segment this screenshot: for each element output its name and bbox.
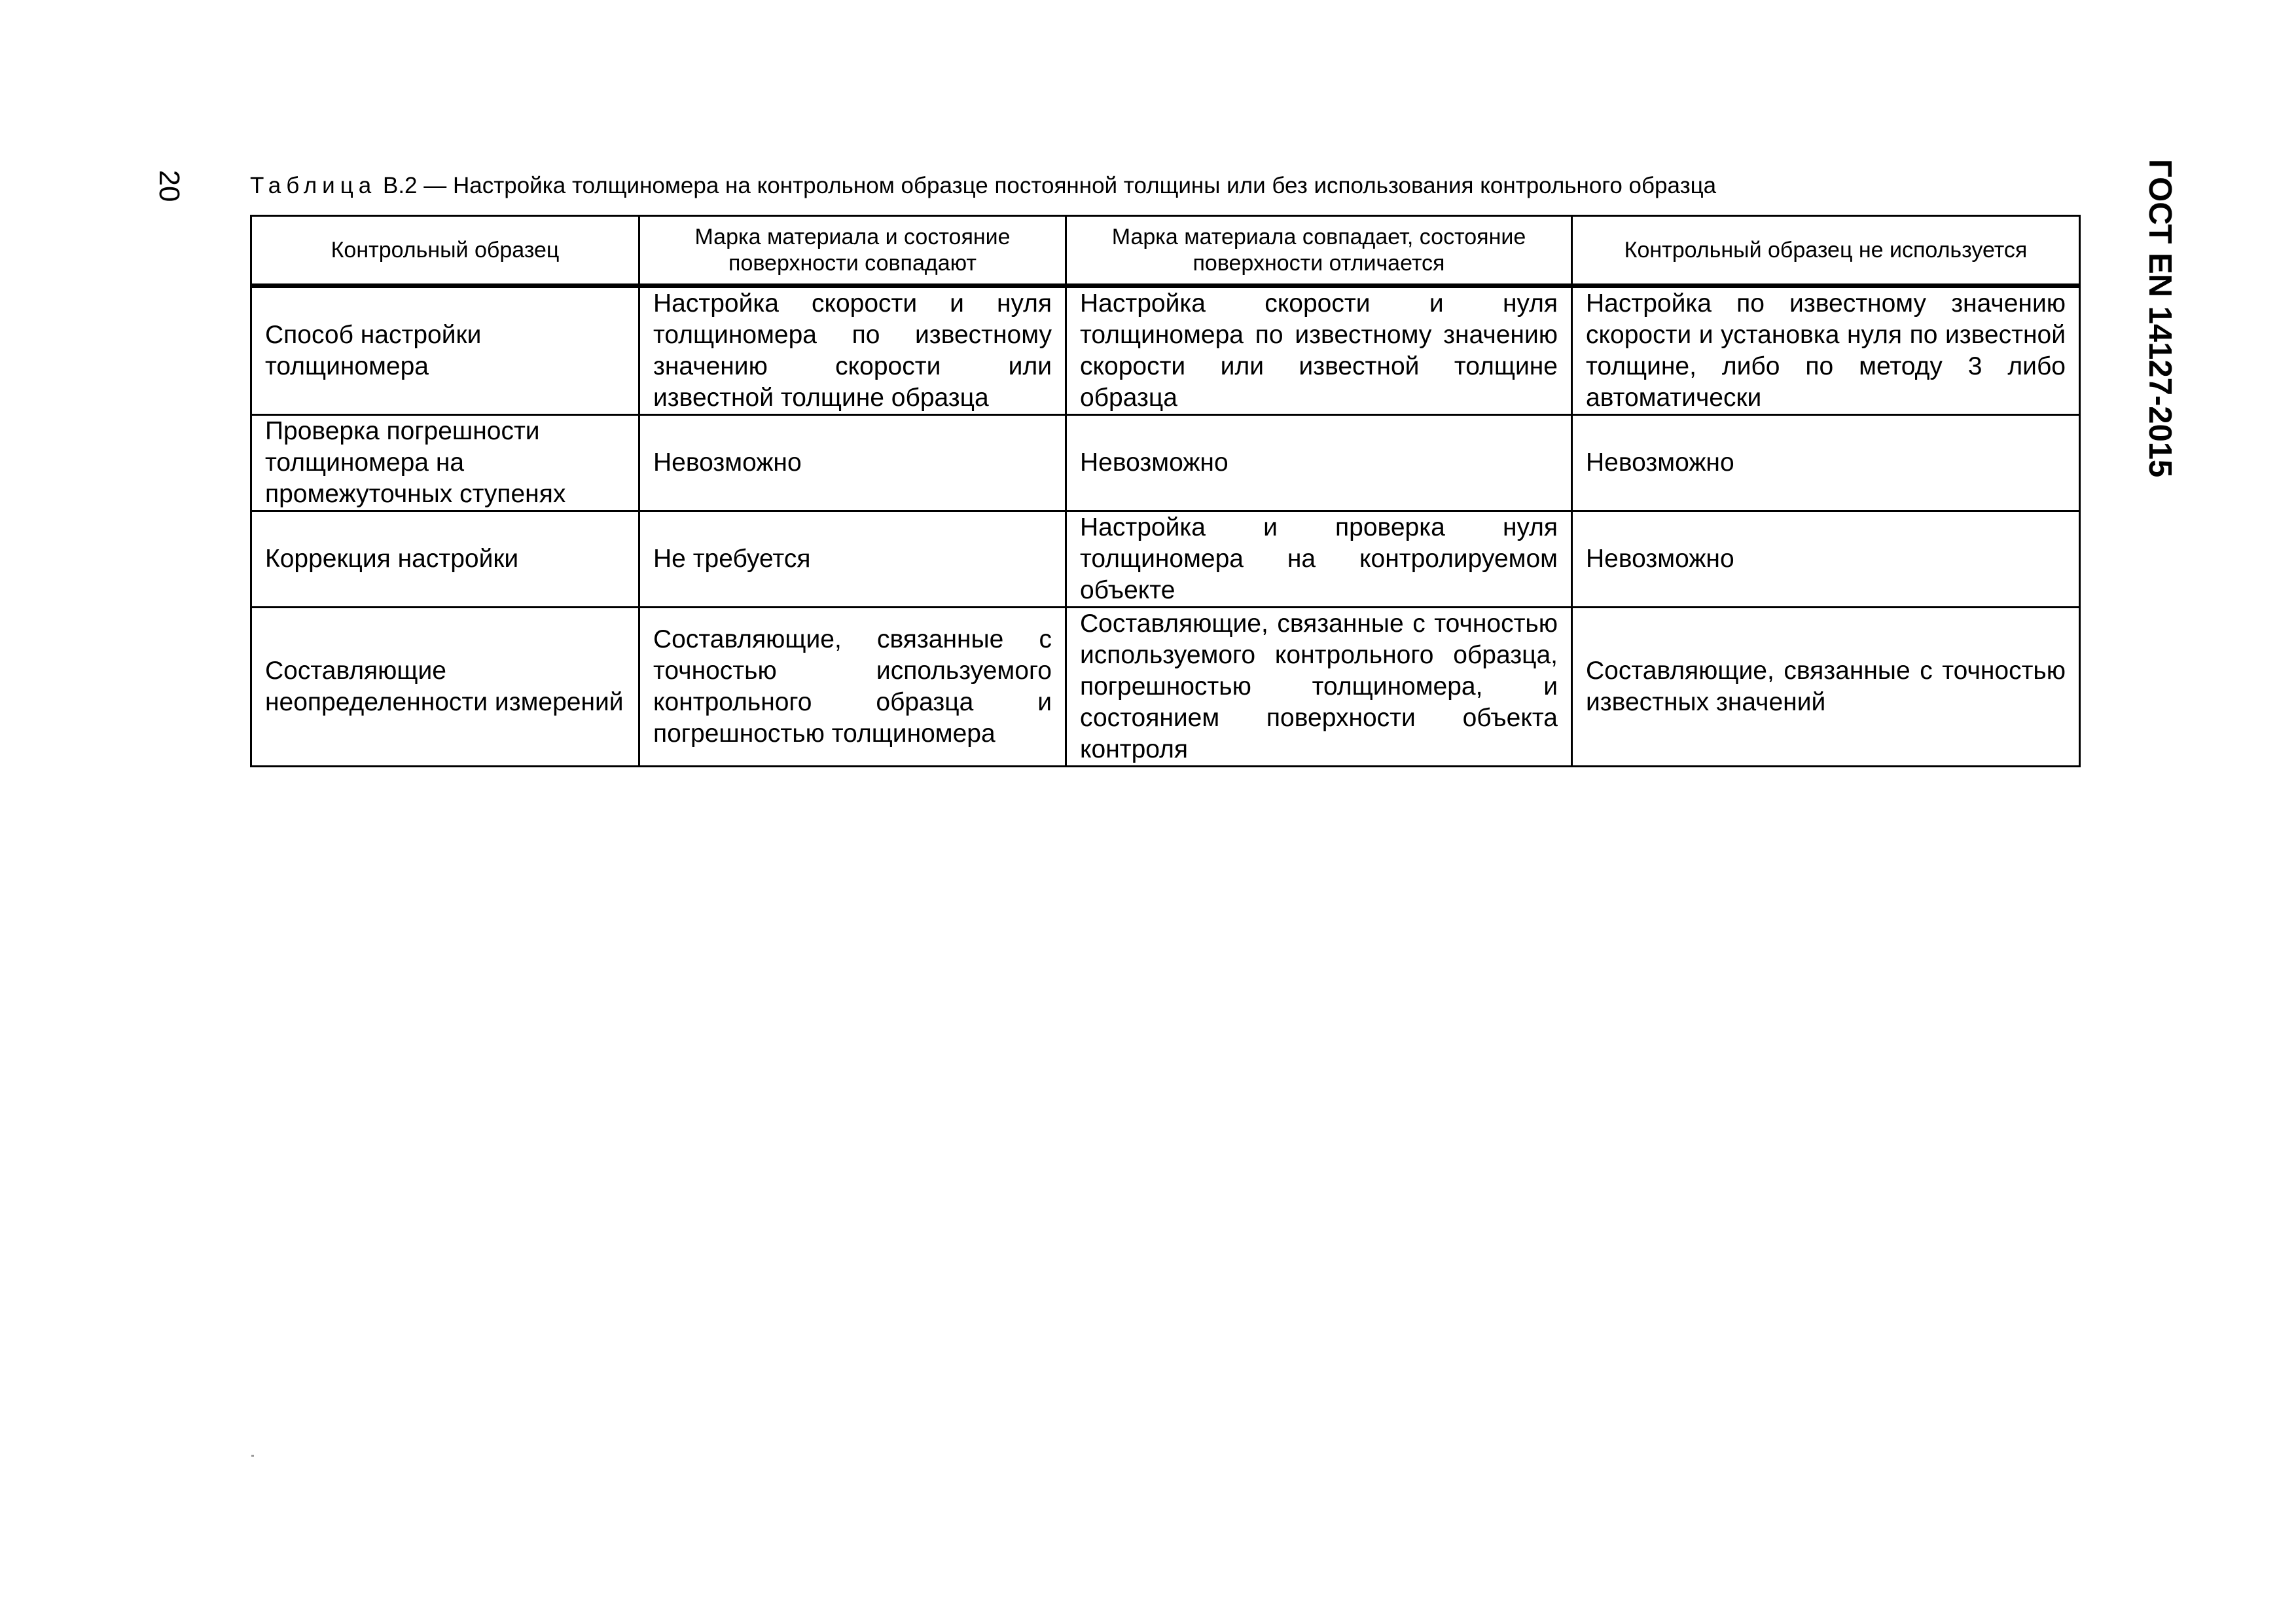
table-cell: Не требуется bbox=[639, 511, 1066, 608]
header-no-reference-sample: Контрольный образец не используется bbox=[1572, 216, 2080, 286]
table-cell: Невозможно bbox=[1572, 415, 2080, 511]
table-row bbox=[251, 286, 2080, 415]
table-row bbox=[251, 511, 2080, 608]
table-cell: Невозможно bbox=[639, 415, 1066, 511]
row-label: Способ настройки толщиномера bbox=[251, 286, 639, 415]
table-cell: Составляющие, связанные с точностью используемого контрольного образца и погрешностью толщиномера bbox=[639, 608, 1066, 767]
calibration-table bbox=[250, 215, 2081, 767]
header-material-match-surface-differs: Марка материала совпадает, состояние поверхности отличается bbox=[1066, 216, 1572, 286]
table-cell: Настройка по известному значению скорости и установка нуля по известной толщине, либо по методу 3 либо автоматически bbox=[1572, 286, 2080, 415]
scan-speck bbox=[251, 1455, 254, 1457]
table-cell: Настройка и проверка нуля толщиномера на контролируемом объекте bbox=[1066, 511, 1572, 608]
table-header-row bbox=[251, 216, 2080, 286]
header-material-and-surface-match: Марка материала и состояние поверхности совпадают bbox=[639, 216, 1066, 286]
table-cell: Составляющие, связанные с точностью известных значений bbox=[1572, 608, 2080, 767]
table-caption-prefix: Таблица bbox=[250, 173, 377, 198]
row-label: Проверка погрешности толщиномера на промежуточных ступенях bbox=[251, 415, 639, 511]
table-cell: Настройка скорости и нуля толщиномера по известному значению скорости или известной толщине образца bbox=[1066, 286, 1572, 415]
table-cell: Составляющие, связанные с точностью используемого контрольного образца, погрешностью толщиномера, и состоянием поверхности объекта контроля bbox=[1066, 608, 1572, 767]
table-cell: Невозможно bbox=[1572, 511, 2080, 608]
page-number: 20 bbox=[153, 170, 185, 202]
table-row bbox=[251, 415, 2080, 511]
table-cell: Невозможно bbox=[1066, 415, 1572, 511]
row-label: Составляющие неопределенности измерений bbox=[251, 608, 639, 767]
header-reference-sample: Контрольный образец bbox=[251, 216, 639, 286]
table-caption-text: В.2 — Настройка толщиномера на контрольном образце постоянной толщины или без использования контрольного образца bbox=[382, 173, 1717, 198]
table-cell: Настройка скорости и нуля толщиномера по известному значению скорости или известной толщине образца bbox=[639, 286, 1066, 415]
table-row bbox=[251, 608, 2080, 767]
table-caption bbox=[250, 172, 1716, 200]
document-code: ГОСТ EN 14127-2015 bbox=[2142, 159, 2178, 478]
row-label: Коррекция настройки bbox=[251, 511, 639, 608]
